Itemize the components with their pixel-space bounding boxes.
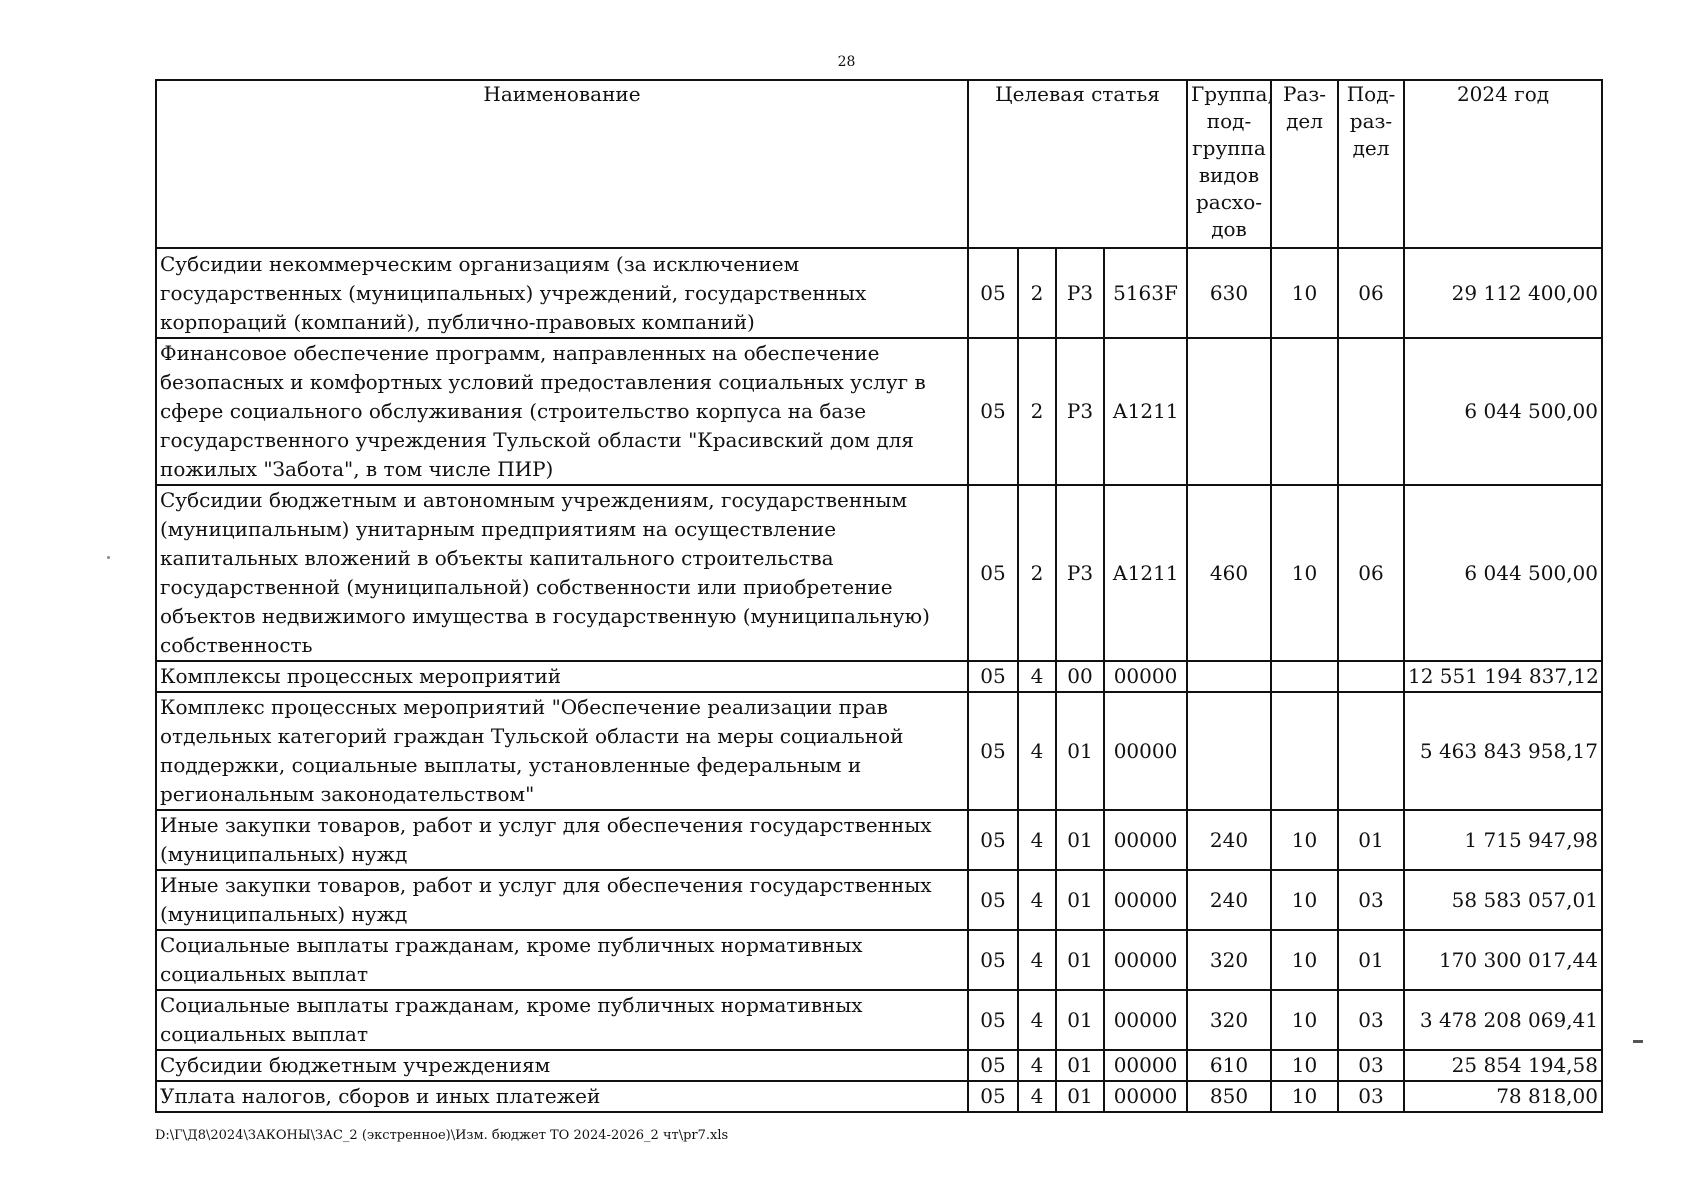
row-code-type: 2 (1018, 248, 1056, 338)
table-row (156, 990, 1602, 1050)
row-code-type: 2 (1018, 485, 1056, 661)
row-group (1187, 338, 1271, 485)
header-group-line: видов (1198, 163, 1260, 187)
table-row (156, 485, 1602, 661)
row-section: 10 (1271, 810, 1338, 870)
row-group: 460 (1187, 485, 1271, 661)
row-name: Субсидии некоммерческим организациям (за исключением государственных (муниципальных) учреждений, государственных корпораций (компаний), публично-правовых компаний) (156, 248, 968, 338)
row-section: 10 (1271, 248, 1338, 338)
row-subsection (1338, 661, 1404, 692)
row-code-type: 4 (1018, 1081, 1056, 1112)
row-name: Комплексы процессных мероприятий (156, 661, 968, 692)
row-code-event: 00 (1056, 661, 1104, 692)
row-subsection: 06 (1338, 248, 1404, 338)
row-code-direction: 00000 (1104, 661, 1187, 692)
row-name: Комплекс процессных мероприятий "Обеспечение реализации прав отдельных категорий граждан Тульской области на меры социальной поддержки, социальные выплаты, установленные федеральным и региональным законодательством" (156, 692, 968, 810)
row-code-type: 4 (1018, 990, 1056, 1050)
row-amount: 170 300 017,44 (1404, 930, 1602, 990)
table-row (156, 810, 1602, 870)
row-amount: 58 583 057,01 (1404, 870, 1602, 930)
header-group-line: расхо- (1195, 190, 1262, 214)
row-code-direction: 00000 (1104, 990, 1187, 1050)
row-code-program: 05 (968, 1081, 1018, 1112)
row-code-type: 4 (1018, 930, 1056, 990)
row-subsection: 03 (1338, 1081, 1404, 1112)
row-group: 320 (1187, 930, 1271, 990)
header-group-line: дов (1211, 217, 1247, 241)
row-code-type: 4 (1018, 661, 1056, 692)
row-subsection: 01 (1338, 810, 1404, 870)
row-code-program: 05 (968, 248, 1018, 338)
row-code-program: 05 (968, 1050, 1018, 1081)
page-number: 28 (837, 54, 856, 70)
header-name: Наименование (156, 80, 968, 248)
row-code-type: 4 (1018, 1050, 1056, 1081)
row-section: 10 (1271, 485, 1338, 661)
budget-table (155, 79, 1603, 1113)
row-name: Субсидии бюджетным учреждениям (156, 1050, 968, 1081)
row-amount: 3 478 208 069,41 (1404, 990, 1602, 1050)
row-section: 10 (1271, 1050, 1338, 1081)
header-group (1187, 80, 1274, 248)
row-subsection: 03 (1338, 990, 1404, 1050)
margin-mark (1633, 1040, 1643, 1043)
row-name: Уплата налогов, сборов и иных платежей (156, 1081, 968, 1112)
header-target: Целевая статья (968, 80, 1187, 248)
row-name: Социальные выплаты гражданам, кроме публичных нормативных социальных выплат (156, 990, 968, 1050)
row-name: Иные закупки товаров, работ и услуг для обеспечения государственных (муниципальных) нужд (156, 810, 968, 870)
row-name: Финансовое обеспечение программ, направленных на обеспечение безопасных и комфортных условий предоставления социальных услуг в сфере социального обслуживания (строительство корпуса на базе государственного учреждения Тульской области "Красивский дом для пожилых "Забота", в том числе ПИР) (156, 338, 968, 485)
row-code-direction: 00000 (1104, 930, 1187, 990)
row-code-event: 01 (1056, 1081, 1104, 1112)
row-code-type: 2 (1018, 338, 1056, 485)
row-amount: 6 044 500,00 (1404, 338, 1602, 485)
row-code-event: 01 (1056, 810, 1104, 870)
row-subsection (1338, 692, 1404, 810)
row-code-event: 01 (1056, 870, 1104, 930)
row-code-direction: 00000 (1104, 692, 1187, 810)
row-code-event: 01 (1056, 990, 1104, 1050)
header-subsection-line: раз- (1349, 109, 1393, 133)
table-row (156, 930, 1602, 990)
header-section (1271, 80, 1338, 248)
row-code-type: 4 (1018, 692, 1056, 810)
row-code-program: 05 (968, 810, 1018, 870)
row-subsection: 03 (1338, 870, 1404, 930)
row-section (1271, 338, 1338, 485)
row-code-direction: 00000 (1104, 870, 1187, 930)
table-header-row (156, 80, 1602, 248)
row-amount: 1 715 947,98 (1404, 810, 1602, 870)
row-code-event: Р3 (1056, 338, 1104, 485)
row-section: 10 (1271, 990, 1338, 1050)
row-name: Субсидии бюджетным и автономным учреждениям, государственным (муниципальным) унитарным предприятиям на осуществление капитальных вложений в объекты капитального строительства государственной (муниципальной) собственности или приобретение объектов недвижимого имущества в государственную (муниципальную) собственность (156, 485, 968, 661)
margin-dot (107, 556, 110, 559)
header-group-line: Группа, (1191, 82, 1274, 106)
row-amount: 6 044 500,00 (1404, 485, 1602, 661)
row-code-program: 05 (968, 990, 1018, 1050)
header-section-line: дел (1286, 109, 1323, 133)
table-row (156, 692, 1602, 810)
row-code-program: 05 (968, 485, 1018, 661)
row-code-event: Р3 (1056, 485, 1104, 661)
header-year: 2024 год (1404, 80, 1602, 248)
row-code-direction: 00000 (1104, 1050, 1187, 1081)
row-section: 10 (1271, 930, 1338, 990)
row-subsection: 06 (1338, 485, 1404, 661)
row-subsection: 03 (1338, 1050, 1404, 1081)
header-subsection-line: дел (1352, 136, 1390, 160)
table-row (156, 870, 1602, 930)
row-code-direction: А1211 (1104, 485, 1187, 661)
row-code-type: 4 (1018, 870, 1056, 930)
row-amount: 25 854 194,58 (1404, 1050, 1602, 1081)
row-section: 10 (1271, 1081, 1338, 1112)
row-section (1271, 661, 1338, 692)
row-code-program: 05 (968, 870, 1018, 930)
row-code-direction: А1211 (1104, 338, 1187, 485)
row-name: Социальные выплаты гражданам, кроме публичных нормативных социальных выплат (156, 930, 968, 990)
row-subsection (1338, 338, 1404, 485)
header-group-line: под- (1206, 109, 1252, 133)
header-subsection (1338, 80, 1404, 248)
row-code-program: 05 (968, 692, 1018, 810)
row-code-event: 01 (1056, 1050, 1104, 1081)
table-row (156, 338, 1602, 485)
row-section (1271, 692, 1338, 810)
row-code-direction: 5163F (1104, 248, 1187, 338)
table-row (156, 248, 1602, 338)
row-code-direction: 00000 (1104, 1081, 1187, 1112)
row-amount: 5 463 843 958,17 (1404, 692, 1602, 810)
header-group-line: группа (1192, 136, 1266, 160)
row-group: 850 (1187, 1081, 1271, 1112)
row-amount: 78 818,00 (1404, 1081, 1602, 1112)
row-code-event: 01 (1056, 692, 1104, 810)
row-group: 240 (1187, 870, 1271, 930)
row-amount: 29 112 400,00 (1404, 248, 1602, 338)
header-subsection-line: Под- (1346, 82, 1396, 106)
row-name: Иные закупки товаров, работ и услуг для обеспечения государственных (муниципальных) нужд (156, 870, 968, 930)
row-group: 320 (1187, 990, 1271, 1050)
file-path-footer: D:\Г\Д8\2024\ЗАКОНЫ\ЗАС_2 (экстренное)\Изм. бюджет ТО 2024-2026_2 чт\pr7.xls (155, 1128, 729, 1143)
row-section: 10 (1271, 870, 1338, 930)
row-code-program: 05 (968, 930, 1018, 990)
row-code-event: 01 (1056, 930, 1104, 990)
row-code-event: Р3 (1056, 248, 1104, 338)
header-section-line: Раз- (1282, 82, 1327, 106)
row-group (1187, 692, 1271, 810)
table-row (156, 1081, 1602, 1112)
row-group: 240 (1187, 810, 1271, 870)
row-code-type: 4 (1018, 810, 1056, 870)
row-code-program: 05 (968, 661, 1018, 692)
row-code-direction: 00000 (1104, 810, 1187, 870)
row-amount: 12 551 194 837,12 (1404, 661, 1602, 692)
table-row (156, 661, 1602, 692)
row-group (1187, 661, 1271, 692)
row-code-program: 05 (968, 338, 1018, 485)
table-row (156, 1050, 1602, 1081)
row-group: 630 (1187, 248, 1271, 338)
row-group: 610 (1187, 1050, 1271, 1081)
row-subsection: 01 (1338, 930, 1404, 990)
